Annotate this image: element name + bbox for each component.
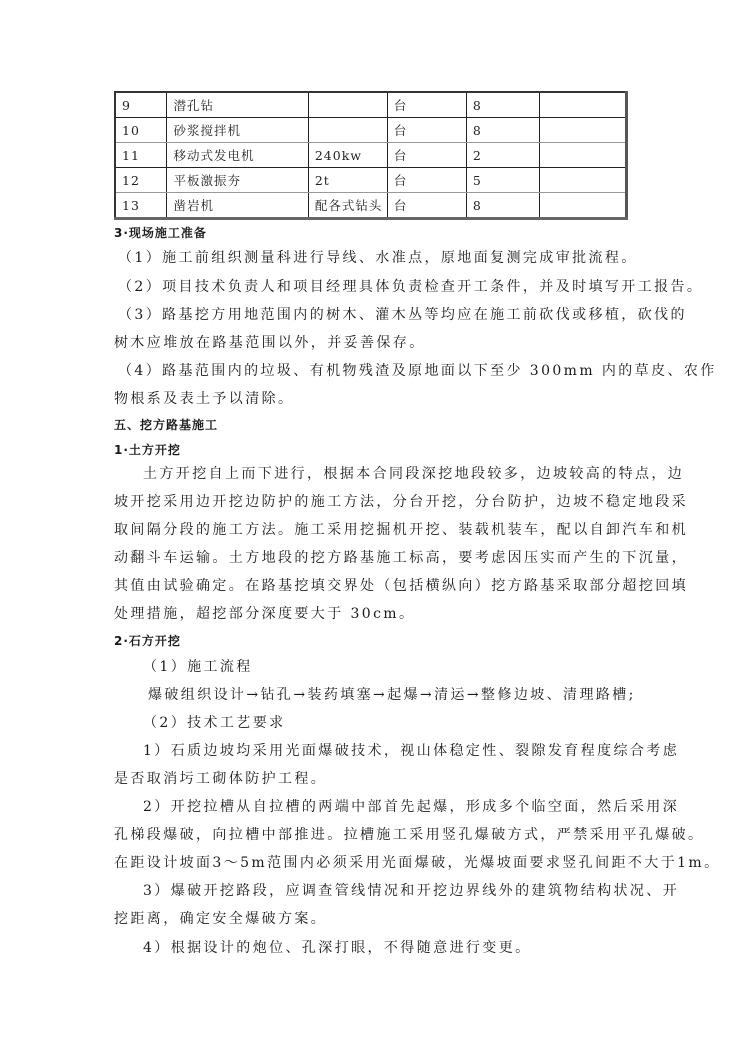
paragraph-line: 挖距离，确定安全爆破方案。 [114, 911, 328, 927]
cell-name: 砂浆搅拌机 [167, 118, 308, 143]
paragraph-line: 爆破组织设计→钻孔→装药填塞→起爆→清运→整修边坡、清理路槽; [148, 687, 636, 703]
table-row [115, 118, 627, 143]
paragraph-line: 动翻斗车运输。土方地段的挖方路基施工标高，要考虑因压实而产生的下沉量， [114, 550, 688, 566]
cell-no: 13 [115, 193, 167, 219]
cell-name: 凿岩机 [167, 193, 308, 219]
paragraph-line: 树木应堆放在路基范围以外，并妥善保存。 [114, 335, 426, 351]
cell-qty: 8 [466, 193, 539, 219]
paragraph-line: 处理措施，超挖部分深度要大于 30cm。 [114, 606, 416, 622]
cell-name: 平板激振夯 [167, 168, 308, 193]
paragraph-line: （4）路基范围内的垃圾、有机物残渣及原地面以下至少 300mm 内的草皮、农作 [118, 363, 717, 379]
paragraph-line: 1）石质边坡均采用光面爆破技术，视山体稳定性、裂隙发育程度综合考虑 [143, 743, 680, 759]
table-row [115, 168, 627, 193]
cell-name: 潜孔钻 [167, 92, 308, 118]
cell-name: 移动式发电机 [167, 143, 308, 168]
table-row [115, 193, 627, 219]
cell-unit: 台 [387, 168, 466, 193]
cell-no: 9 [115, 92, 167, 118]
cell-qty: 8 [466, 118, 539, 143]
paragraph-line: （1）施工前组织测量科进行导线、水准点，原地面复测完成审批流程。 [118, 250, 638, 266]
cell-spec [308, 118, 387, 143]
cell-note [539, 193, 626, 219]
cell-no: 12 [115, 168, 167, 193]
paragraph-line: 3）爆破开挖路段，应调查管线情况和开挖边界线外的建筑物结构状况、开 [143, 883, 680, 899]
cell-no: 10 [115, 118, 167, 143]
cell-qty: 8 [466, 92, 539, 118]
cell-spec: 240kw [308, 143, 387, 168]
cell-spec: 2t [308, 168, 387, 193]
cell-unit: 台 [387, 193, 466, 219]
cell-unit: 台 [387, 92, 466, 118]
cell-note [539, 92, 626, 118]
section-heading-rock: 2·石方开挖 [114, 634, 181, 648]
equipment-table [114, 91, 628, 220]
cell-note [539, 118, 626, 143]
cell-unit: 台 [387, 143, 466, 168]
paragraph-line: 土方开挖自上而下进行，根据本合同段深挖地段较多，边坡较高的特点，边 [143, 466, 685, 482]
section-heading-site-prep: 3·现场施工准备 [114, 226, 207, 240]
chapter-heading: 五、挖方路基施工 [114, 418, 219, 432]
paragraph-line: 取间隔分段的施工方法。施工采用挖掘机开挖、装载机装车，配以自卸汽车和机 [114, 522, 688, 538]
cell-note [539, 143, 626, 168]
paragraph-line: （2）项目技术负责人和项目经理具体负责检查开工条件，并及时填写开工报告。 [118, 279, 704, 295]
paragraph-line: （1）施工流程 [143, 659, 253, 675]
paragraph-line: （2）技术工艺要求 [143, 715, 286, 731]
table-row [115, 92, 627, 118]
paragraph-line: 4）根据设计的炮位、孔深打眼，不得随意进行变更。 [143, 940, 532, 956]
cell-unit: 台 [387, 118, 466, 143]
paragraph-line: 物根系及表土予以清除。 [114, 391, 295, 407]
paragraph-line: （3）路基挖方用地范围内的树木、灌木丛等均应在施工前砍伐或移植，砍伐的 [118, 307, 687, 323]
paragraph-line: 其值由试验确定。在路基挖填交界处（包括横纵向）挖方路基采取部分超挖回填 [114, 578, 688, 594]
cell-qty: 2 [466, 143, 539, 168]
cell-qty: 5 [466, 168, 539, 193]
paragraph-line: 孔梯段爆破，向拉槽中部推进。拉槽施工采用竖孔爆破方式，严禁采用平孔爆破。 [114, 827, 705, 843]
section-heading-earth: 1·土方开挖 [114, 443, 181, 457]
cell-note [539, 168, 626, 193]
table-row [115, 143, 627, 168]
cell-no: 11 [115, 143, 167, 168]
paragraph-line: 2）开挖拉槽从自拉槽的两端中部首先起爆，形成多个临空面，然后采用深 [143, 799, 680, 815]
cell-spec [308, 92, 387, 118]
paragraph-line: 是否取消圬工砌体防护工程。 [114, 771, 328, 787]
paragraph-line: 坡开挖采用边开挖边防护的施工方法，分台开挖，分台防护，边坡不稳定地段采 [114, 494, 688, 510]
paragraph-line: 在距设计坡面3～5m范围内必须采用光面爆破，光爆坡面要求竖孔间距不大于1m。 [114, 855, 721, 871]
cell-spec: 配各式钻头 [308, 193, 387, 219]
